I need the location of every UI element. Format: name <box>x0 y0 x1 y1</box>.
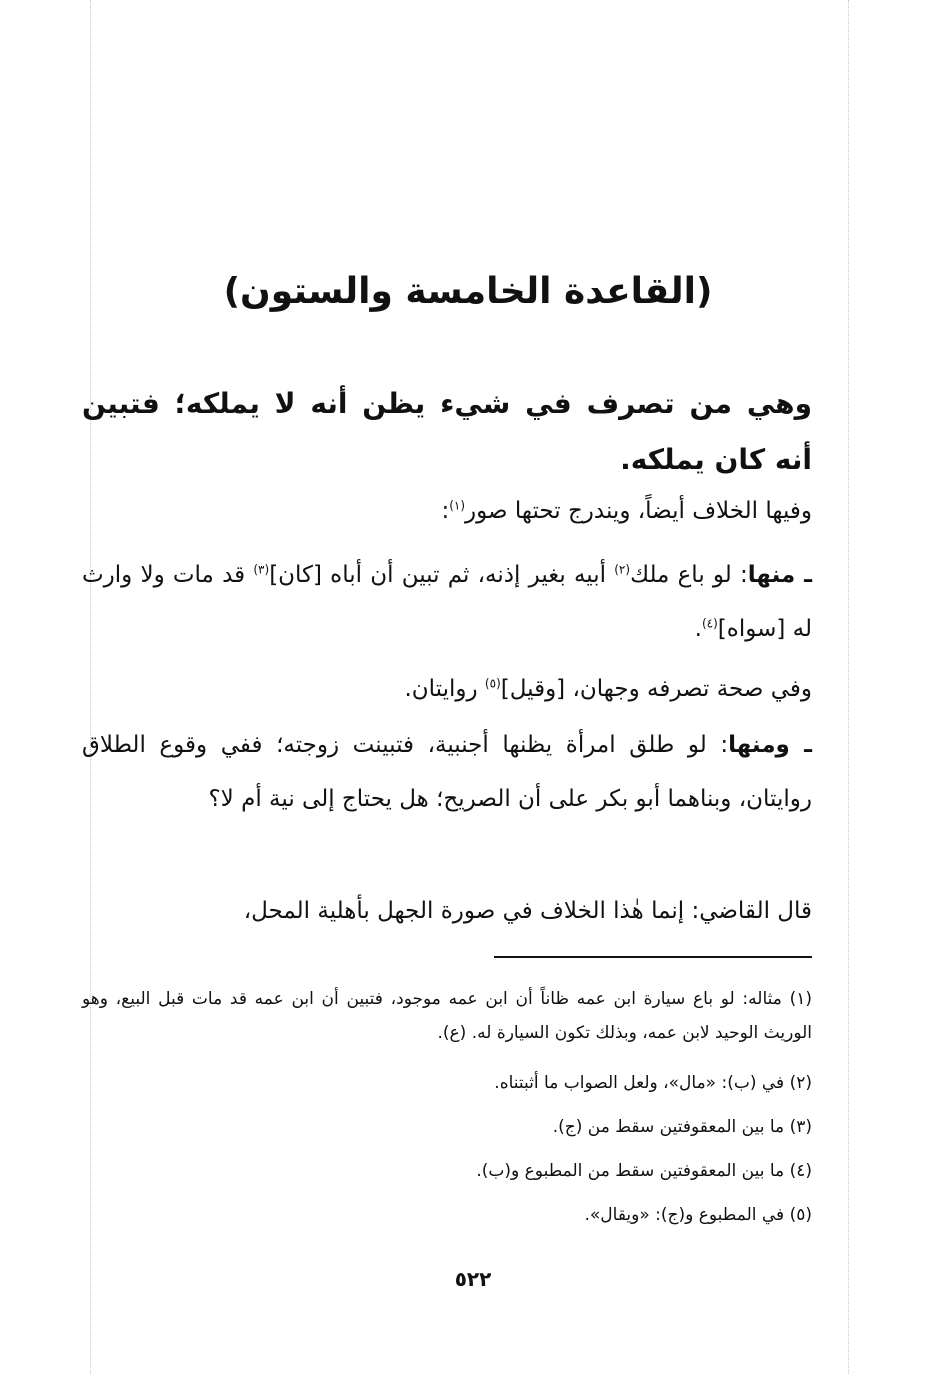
paragraph-text: : <box>441 498 450 524</box>
paragraph-example-1 <box>82 548 812 656</box>
paragraph-text: أبيه بغير إذنه، ثم تبين أن أباه [كان] <box>269 562 615 588</box>
paragraph-qadi <box>82 884 812 938</box>
paragraph-ruling <box>82 662 812 716</box>
footnote-separator <box>494 956 812 958</box>
page-number: ٥٢٢ <box>454 1267 492 1291</box>
paragraph-intro <box>82 484 812 538</box>
rule-statement: وهي من تصرف في شيء يظن أنه لا يملكه؛ فتبين أنه كان يملكه. <box>82 387 812 476</box>
footnote-4: (٤) ما بين المعقوفتين سقط من المطبوع و(ب). <box>476 1161 812 1181</box>
paragraph-text: قال القاضي: إنما هٰذا الخلاف في صورة الجهل بأهلية المحل، <box>243 898 812 924</box>
footnote-ref: (٢) <box>614 562 631 577</box>
paragraph-text: : لو طلق امرأة يظنها أجنبية، فتبينت زوجته؛ ففي وقوع الطلاق روايتان، وبناهما أبو بكر على أن الصريح؛ هل يحتاج إلى نية أم لا؟ <box>82 732 812 812</box>
footnote-3: (٣) ما بين المعقوفتين سقط من (ج). <box>552 1117 812 1137</box>
footnote-ref: (٣) <box>253 562 270 577</box>
paragraph-lead: ـ منها <box>747 562 812 588</box>
paragraph-text: : لو باع ملك <box>630 562 748 588</box>
paragraph-text: وفي صحة تصرفه وجهان، [وقيل] <box>500 676 812 702</box>
footnote-ref: (٤) <box>701 616 718 631</box>
paragraph-example-2 <box>82 718 812 826</box>
paragraph-lead: ـ ومنها <box>728 732 812 758</box>
footnote-1: (١) مثاله: لو باع سيارة ابن عمه ظاناً أن ابن عمه موجود، فتبين أن ابن عمه قد مات قبل البيع، وهو الوريث الوحيد لابن عمه، وبذلك تكون السيارة له. (ع). <box>82 989 812 1043</box>
rule-title: (القاعدة الخامسة والستون) <box>223 271 713 312</box>
paragraph-text: وفيها الخلاف أيضاً، ويندرج تحتها صور <box>465 498 812 524</box>
paragraph-text: قد مات ولا وارث له [سواه] <box>82 562 812 642</box>
right-margin-dotted-line <box>848 0 849 1374</box>
footnote-5: (٥) في المطبوع و(ج): «ويقال». <box>584 1205 812 1225</box>
footnote-ref: (٥) <box>484 676 501 691</box>
footnote-ref: (١) <box>449 498 466 513</box>
paragraph-text: . <box>694 616 702 642</box>
footnote-2: (٢) في (ب): «مال»، ولعل الصواب ما أثبتناه. <box>494 1073 812 1093</box>
paragraph-text: روايتان. <box>404 676 485 702</box>
